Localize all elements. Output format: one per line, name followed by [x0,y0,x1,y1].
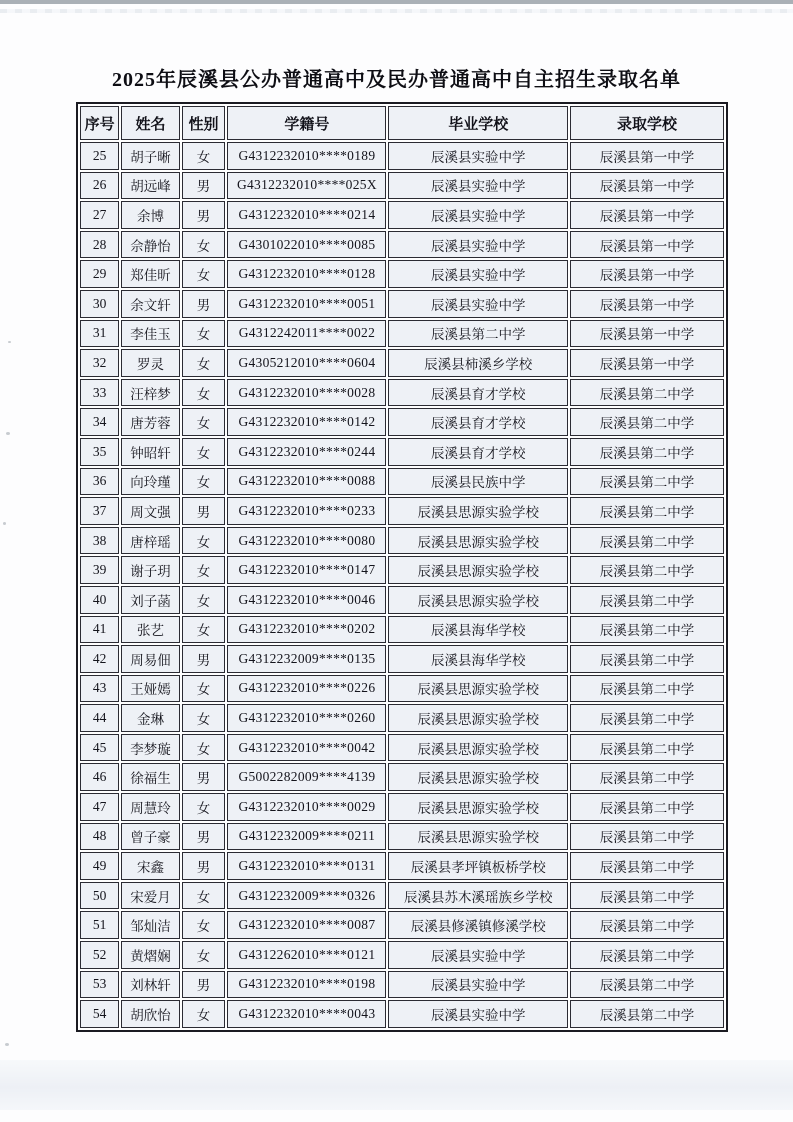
cell-gender: 女 [182,793,226,821]
cell-student-id: G4312232009****0135 [227,645,386,673]
cell-gender: 男 [182,971,226,999]
cell-graduation-school: 辰溪县育才学校 [388,379,567,407]
cell-gender: 女 [182,349,226,377]
cell-serial-number: 38 [80,527,119,555]
table-row [80,645,724,673]
table-row [80,201,724,229]
cell-student-id: G4312232010****0214 [227,201,386,229]
cell-admission-school: 辰溪县第二中学 [570,1000,724,1028]
table-row [80,349,724,377]
cell-admission-school: 辰溪县第一中学 [570,201,724,229]
cell-admission-school: 辰溪县第二中学 [570,497,724,525]
cell-student-id: G4312232010****0051 [227,290,386,318]
cell-student-name: 胡远峰 [121,172,179,200]
cell-student-id: G4312232010****0260 [227,704,386,732]
cell-student-name: 向玲瑾 [121,468,179,496]
cell-admission-school: 辰溪县第二中学 [570,379,724,407]
cell-student-name: 郑佳昕 [121,260,179,288]
cell-serial-number: 52 [80,941,119,969]
cell-gender: 女 [182,408,226,436]
column-header: 毕业学校 [388,106,567,140]
cell-serial-number: 33 [80,379,119,407]
cell-gender: 男 [182,763,226,791]
cell-admission-school: 辰溪县第二中学 [570,734,724,762]
table-row [80,911,724,939]
cell-admission-school: 辰溪县第二中学 [570,823,724,851]
table-row [80,468,724,496]
cell-serial-number: 53 [80,971,119,999]
cell-student-id: G4312232010****0080 [227,527,386,555]
cell-serial-number: 31 [80,320,119,348]
cell-serial-number: 45 [80,734,119,762]
cell-admission-school: 辰溪县第二中学 [570,527,724,555]
cell-student-name: 周文强 [121,497,179,525]
page-title: 2025年辰溪县公办普通高中及民办普通高中自主招生录取名单 [112,69,681,91]
cell-student-name: 张艺 [121,616,179,644]
cell-gender: 女 [182,941,226,969]
cell-student-id: G4305212010****0604 [227,349,386,377]
cell-admission-school: 辰溪县第一中学 [570,260,724,288]
table-row [80,290,724,318]
cell-admission-school: 辰溪县第二中学 [570,882,724,910]
cell-serial-number: 43 [80,675,119,703]
cell-student-name: 宋爱月 [121,882,179,910]
cell-graduation-school: 辰溪县海华学校 [388,645,567,673]
scan-edge-artifact [0,0,793,4]
cell-student-name: 唐芳蓉 [121,408,179,436]
table-row [80,556,724,584]
cell-graduation-school: 辰溪县实验中学 [388,142,567,170]
cell-admission-school: 辰溪县第二中学 [570,793,724,821]
cell-graduation-school: 辰溪县实验中学 [388,1000,567,1028]
scan-speck [3,522,6,525]
cell-serial-number: 36 [80,468,119,496]
cell-student-name: 罗灵 [121,349,179,377]
cell-student-name: 邹灿洁 [121,911,179,939]
cell-gender: 男 [182,172,226,200]
cell-admission-school: 辰溪县第一中学 [570,142,724,170]
cell-admission-school: 辰溪县第一中学 [570,231,724,259]
cell-graduation-school: 辰溪县思源实验学校 [388,734,567,762]
cell-graduation-school: 辰溪县实验中学 [388,290,567,318]
cell-student-name: 黄熠娴 [121,941,179,969]
scan-speck [6,432,10,435]
cell-serial-number: 48 [80,823,119,851]
table-row [80,971,724,999]
cell-serial-number: 25 [80,142,119,170]
cell-admission-school: 辰溪县第二中学 [570,704,724,732]
cell-admission-school: 辰溪县第二中学 [570,852,724,880]
cell-student-id: G4312232010****0128 [227,260,386,288]
table-body [80,142,724,1028]
cell-serial-number: 28 [80,231,119,259]
cell-student-name: 谢子玥 [121,556,179,584]
cell-gender: 女 [182,231,226,259]
cell-student-id: G4312232010****0226 [227,675,386,703]
cell-graduation-school: 辰溪县思源实验学校 [388,675,567,703]
cell-gender: 女 [182,142,226,170]
cell-student-name: 曾子豪 [121,823,179,851]
cell-serial-number: 49 [80,852,119,880]
cell-gender: 女 [182,616,226,644]
cell-graduation-school: 辰溪县民族中学 [388,468,567,496]
cell-student-id: G4301022010****0085 [227,231,386,259]
cell-serial-number: 42 [80,645,119,673]
cell-graduation-school: 辰溪县实验中学 [388,971,567,999]
cell-gender: 男 [182,852,226,880]
table-row [80,941,724,969]
cell-graduation-school: 辰溪县思源实验学校 [388,527,567,555]
cell-admission-school: 辰溪县第二中学 [570,408,724,436]
cell-graduation-school: 辰溪县孝坪镇板桥学校 [388,852,567,880]
cell-serial-number: 35 [80,438,119,466]
cell-serial-number: 41 [80,616,119,644]
cell-gender: 男 [182,823,226,851]
cell-student-name: 周易佃 [121,645,179,673]
table-row [80,763,724,791]
table-row [80,527,724,555]
cell-serial-number: 29 [80,260,119,288]
cell-student-name: 刘子菡 [121,586,179,614]
cell-serial-number: 27 [80,201,119,229]
cell-admission-school: 辰溪县第二中学 [570,586,724,614]
scan-noise-band-bottom [0,1060,793,1110]
cell-student-name: 李梦璇 [121,734,179,762]
table-row [80,704,724,732]
cell-graduation-school: 辰溪县海华学校 [388,616,567,644]
column-header: 录取学校 [570,106,724,140]
cell-serial-number: 46 [80,763,119,791]
cell-student-id: G4312242011****0022 [227,320,386,348]
cell-graduation-school: 辰溪县思源实验学校 [388,556,567,584]
table-row [80,172,724,200]
table-row [80,734,724,762]
cell-student-name: 胡欣怡 [121,1000,179,1028]
cell-serial-number: 54 [80,1000,119,1028]
cell-gender: 女 [182,675,226,703]
table-row [80,408,724,436]
admission-table [78,104,726,1030]
table-row [80,882,724,910]
cell-graduation-school: 辰溪县育才学校 [388,438,567,466]
cell-student-id: G4312232010****0142 [227,408,386,436]
cell-gender: 女 [182,911,226,939]
cell-student-id: G4312232010****0233 [227,497,386,525]
cell-gender: 女 [182,260,226,288]
cell-student-name: 周慧玲 [121,793,179,821]
cell-student-id: G4312232009****0211 [227,823,386,851]
cell-student-name: 佘静怡 [121,231,179,259]
cell-admission-school: 辰溪县第二中学 [570,438,724,466]
table-header-row [80,106,724,140]
table-row [80,675,724,703]
cell-graduation-school: 辰溪县苏木溪瑶族乡学校 [388,882,567,910]
cell-admission-school: 辰溪县第二中学 [570,645,724,673]
scan-speck [5,1043,9,1046]
cell-gender: 女 [182,734,226,762]
table-row [80,497,724,525]
cell-student-name: 钟昭轩 [121,438,179,466]
cell-student-id: G4312262010****0121 [227,941,386,969]
cell-student-id: G4312232010****0043 [227,1000,386,1028]
column-header: 姓名 [121,106,179,140]
cell-student-name: 李佳玉 [121,320,179,348]
cell-gender: 男 [182,290,226,318]
cell-student-id: G4312232010****0198 [227,971,386,999]
cell-graduation-school: 辰溪县思源实验学校 [388,823,567,851]
cell-serial-number: 51 [80,911,119,939]
cell-gender: 女 [182,379,226,407]
table-row [80,260,724,288]
cell-admission-school: 辰溪县第一中学 [570,349,724,377]
cell-admission-school: 辰溪县第二中学 [570,468,724,496]
cell-student-id: G4312232010****0244 [227,438,386,466]
cell-admission-school: 辰溪县第二中学 [570,971,724,999]
cell-student-name: 金琳 [121,704,179,732]
column-header: 性别 [182,106,226,140]
cell-student-id: G4312232010****0131 [227,852,386,880]
cell-graduation-school: 辰溪县思源实验学校 [388,704,567,732]
table-row [80,793,724,821]
cell-graduation-school: 辰溪县实验中学 [388,231,567,259]
cell-admission-school: 辰溪县第二中学 [570,911,724,939]
cell-admission-school: 辰溪县第二中学 [570,675,724,703]
cell-student-id: G4312232010****025X [227,172,386,200]
cell-admission-school: 辰溪县第一中学 [570,290,724,318]
cell-student-name: 唐梓瑶 [121,527,179,555]
cell-gender: 女 [182,468,226,496]
cell-student-name: 徐福生 [121,763,179,791]
cell-student-id: G5002282009****4139 [227,763,386,791]
cell-serial-number: 30 [80,290,119,318]
cell-admission-school: 辰溪县第二中学 [570,556,724,584]
cell-graduation-school: 辰溪县实验中学 [388,260,567,288]
cell-graduation-school: 辰溪县思源实验学校 [388,793,567,821]
cell-graduation-school: 辰溪县育才学校 [388,408,567,436]
cell-serial-number: 26 [80,172,119,200]
cell-serial-number: 37 [80,497,119,525]
cell-gender: 女 [182,586,226,614]
cell-student-name: 余文轩 [121,290,179,318]
cell-serial-number: 44 [80,704,119,732]
cell-gender: 女 [182,1000,226,1028]
cell-admission-school: 辰溪县第二中学 [570,941,724,969]
cell-student-id: G4312232010****0042 [227,734,386,762]
column-header: 学籍号 [227,106,386,140]
cell-serial-number: 50 [80,882,119,910]
cell-student-name: 宋鑫 [121,852,179,880]
cell-student-id: G4312232010****0028 [227,379,386,407]
scan-noise-band-top [0,9,793,13]
cell-admission-school: 辰溪县第二中学 [570,616,724,644]
cell-graduation-school: 辰溪县实验中学 [388,172,567,200]
cell-student-name: 汪梓梦 [121,379,179,407]
cell-graduation-school: 辰溪县第二中学 [388,320,567,348]
table-row [80,586,724,614]
cell-gender: 女 [182,438,226,466]
admission-table-container [76,102,728,1032]
cell-graduation-school: 辰溪县思源实验学校 [388,586,567,614]
table-row [80,142,724,170]
cell-gender: 男 [182,645,226,673]
cell-gender: 女 [182,527,226,555]
table-row [80,438,724,466]
cell-gender: 女 [182,556,226,584]
cell-student-name: 王娅嫣 [121,675,179,703]
cell-student-name: 胡子晰 [121,142,179,170]
cell-student-id: G4312232010****0029 [227,793,386,821]
cell-graduation-school: 辰溪县修溪镇修溪学校 [388,911,567,939]
cell-gender: 女 [182,704,226,732]
cell-student-name: 刘林轩 [121,971,179,999]
column-header: 序号 [80,106,119,140]
cell-serial-number: 39 [80,556,119,584]
cell-student-id: G4312232010****0147 [227,556,386,584]
cell-graduation-school: 辰溪县柿溪乡学校 [388,349,567,377]
table-row [80,379,724,407]
cell-admission-school: 辰溪县第一中学 [570,320,724,348]
table-row [80,616,724,644]
cell-graduation-school: 辰溪县思源实验学校 [388,763,567,791]
table-row [80,231,724,259]
cell-gender: 女 [182,320,226,348]
table-row [80,1000,724,1028]
cell-graduation-school: 辰溪县实验中学 [388,941,567,969]
cell-student-id: G4312232009****0326 [227,882,386,910]
scan-speck [8,341,11,343]
cell-admission-school: 辰溪县第一中学 [570,172,724,200]
cell-student-id: G4312232010****0202 [227,616,386,644]
cell-student-name: 余博 [121,201,179,229]
cell-gender: 男 [182,497,226,525]
cell-student-id: G4312232010****0087 [227,911,386,939]
cell-student-id: G4312232010****0046 [227,586,386,614]
cell-serial-number: 32 [80,349,119,377]
table-row [80,852,724,880]
table-row [80,320,724,348]
cell-serial-number: 40 [80,586,119,614]
cell-student-id: G4312232010****0088 [227,468,386,496]
cell-serial-number: 34 [80,408,119,436]
cell-admission-school: 辰溪县第二中学 [570,763,724,791]
cell-student-id: G4312232010****0189 [227,142,386,170]
table-row [80,823,724,851]
cell-gender: 男 [182,201,226,229]
cell-graduation-school: 辰溪县实验中学 [388,201,567,229]
cell-serial-number: 47 [80,793,119,821]
cell-graduation-school: 辰溪县思源实验学校 [388,497,567,525]
cell-gender: 女 [182,882,226,910]
